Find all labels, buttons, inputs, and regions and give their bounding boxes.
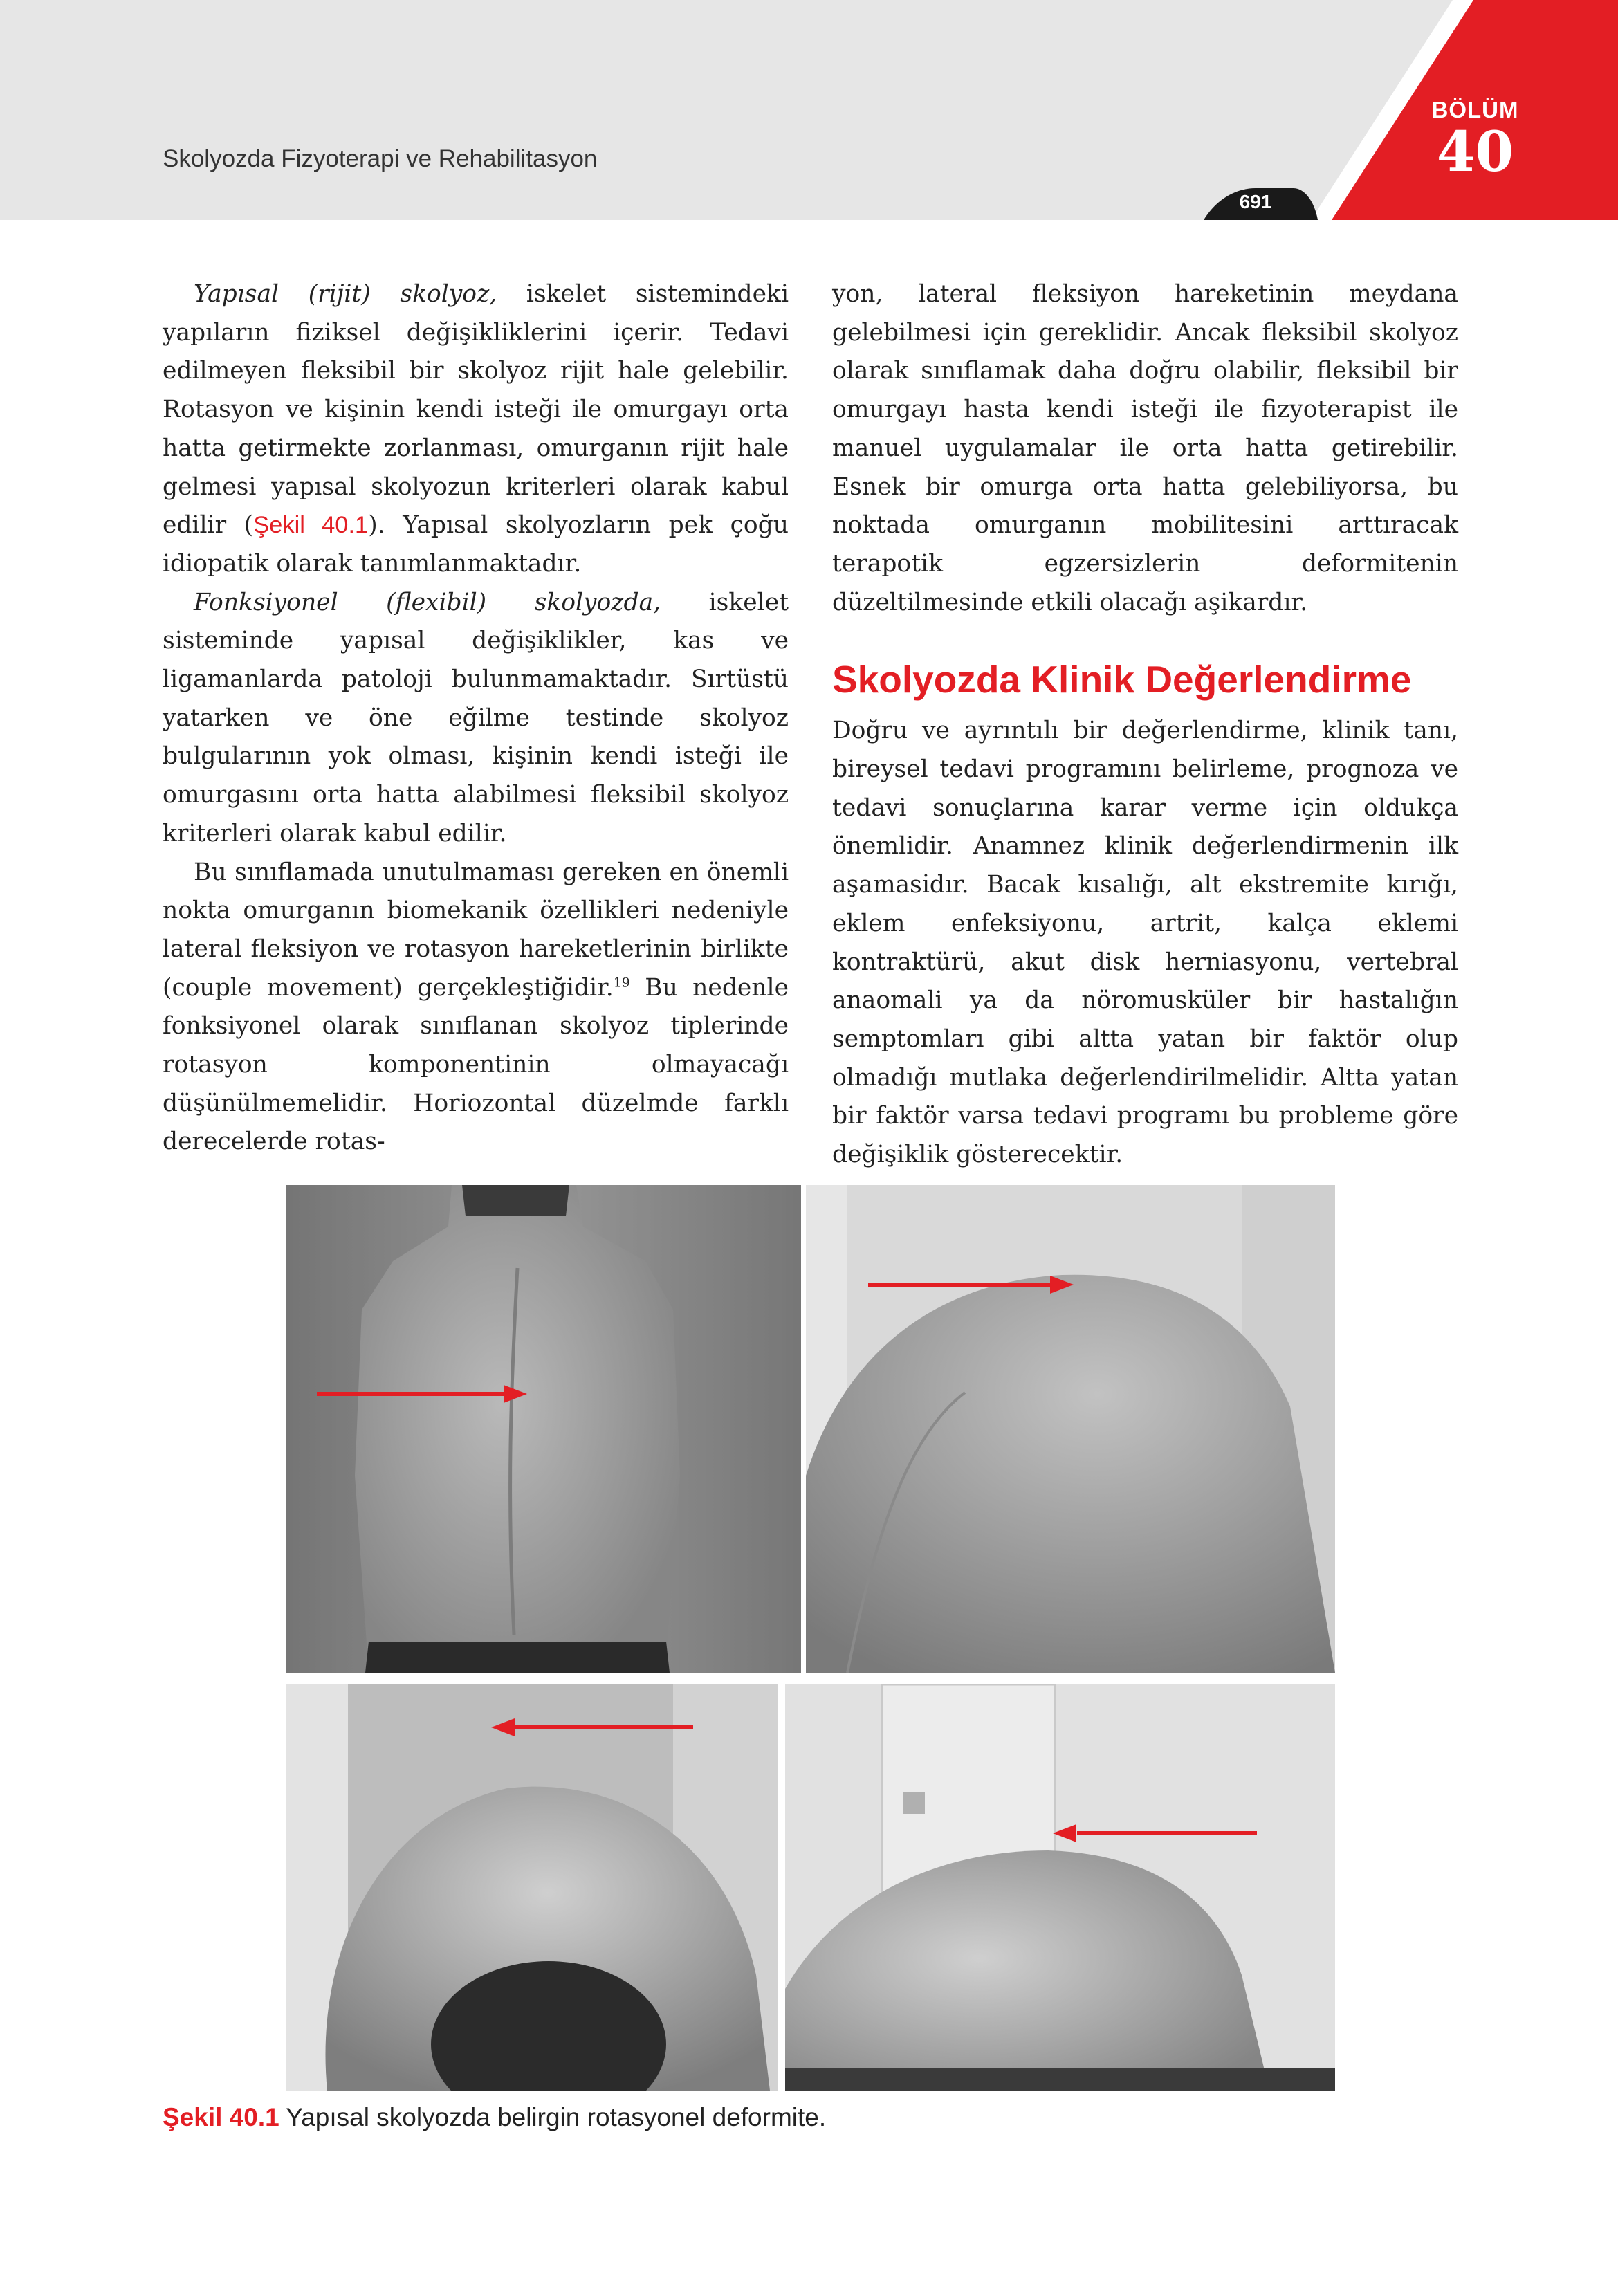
paragraph-text: iskelet sistemindeki yapıların fiziksel değişikliklerini içerir. Tedavi edilmeyen fleksibil bir skolyoz rijit hale gelebilir. Rotasyon ve kişinin kendi isteği ile omurgayı orta hatta getirmekte zorlanması, omurganın rijit hale gelmesi yapısal skolyozun kriterleri olarak kabul edilir ( [163,280,789,540]
figure-caption-label: Şekil 40.1 [163,2103,279,2131]
running-title: Skolyozda Fizyoterapi ve Rehabilitasyon [163,145,598,172]
paragraph-evaluation: Doğru ve ayrıntılı bir değerlendirme, klinik tanı, bireysel tedavi programını belirleme, prognoza ve tedavi sonuçlarına karar verme için oldukça önemlidir. Anamnez klinik değerlendirmenin ilk aşaması̇dır. Bacak kısalığı, alt ekstremite kırığı, eklem enfeksiyonu, artrit, kalça eklemi kontraktürü, akut disk herniasyonu, vertebral anaomali ya da nöromusküler bir hastalığın semptomları gibi altta yatan bir faktör olup olmadığı mutlaka değerlendirilmelidir. Altta yatan bir faktör varsa tedavi programı bu probleme göre değişiklik gösterecektir. [832,717,1458,1169]
section-heading: Skolyozda Klinik Değerlendirme [832,658,1412,701]
figure-caption [163,2103,826,2132]
figure-caption-text: Yapısal skolyozda belirgin rotasyonel deformite. [279,2103,827,2131]
paragraph-text: Bu nedenle fonksiyonel olarak sınıflanan skolyoz tiplerinde rotasyon komponentinin olmayacağı düşünülmemelidir. Horiozontal düzelmde farklı derecelerde rotas- [163,973,789,1156]
paragraph-text: ). Yapısal skolyozların pek çoğu idiopatik olarak tanımlanmaktadır. [163,511,789,578]
term-structural: Yapısal (rijit) skolyoz, [194,280,497,308]
chapter-number: 40 [1436,119,1514,184]
figure-reference-link[interactable]: Şekil 40.1 [253,512,369,539]
chapter-label: BÖLÜM [1431,97,1519,122]
paragraph-text: Bu sınıflamada unutulmaması gereken en önemli nokta omurganın biomekanik özellikleri nedeniyle lateral fleksiyon ve rotasyon hareketlerinin birlikte (couple movement) gerçekleştiğidir. [163,858,789,1002]
term-functional: Fonksiyonel (flexibil) skolyozda, [194,588,661,616]
page-number: 691 [1239,191,1272,212]
paragraph-text: iskelet sisteminde yapısal değişiklikler, kas ve ligamanlarda patoloji bulunmamaktadır. Sırtüstü yatarken ve öne eğilme testinde skolyoz bulgularının yok olması, kişinin kendi isteği ile omurgasını orta hatta alabilmesi fleksibil skolyoz kriterleri olarak kabul edilir. [163,588,789,847]
paragraph-continuation: yon, lateral fleksiyon hareketinin meydana gelebilmesi için gereklidir. Ancak fleksibil skolyoz olarak sınıflamak daha doğru olabilir, fleksibil bir omurgayı hasta kendi isteği ile fizyoterapist ile manuel uygulamalar ile orta hatta getirebilir. Esnek bir omurga orta hatta gelebiliyorsa, bu noktada omurganın mobilitesini arttıracak terapotik egzersizlerin deformitenin düzeltilmesinde etkili olacağı aşikardır. [832,280,1458,616]
citation-superscript[interactable]: 19 [613,975,630,991]
